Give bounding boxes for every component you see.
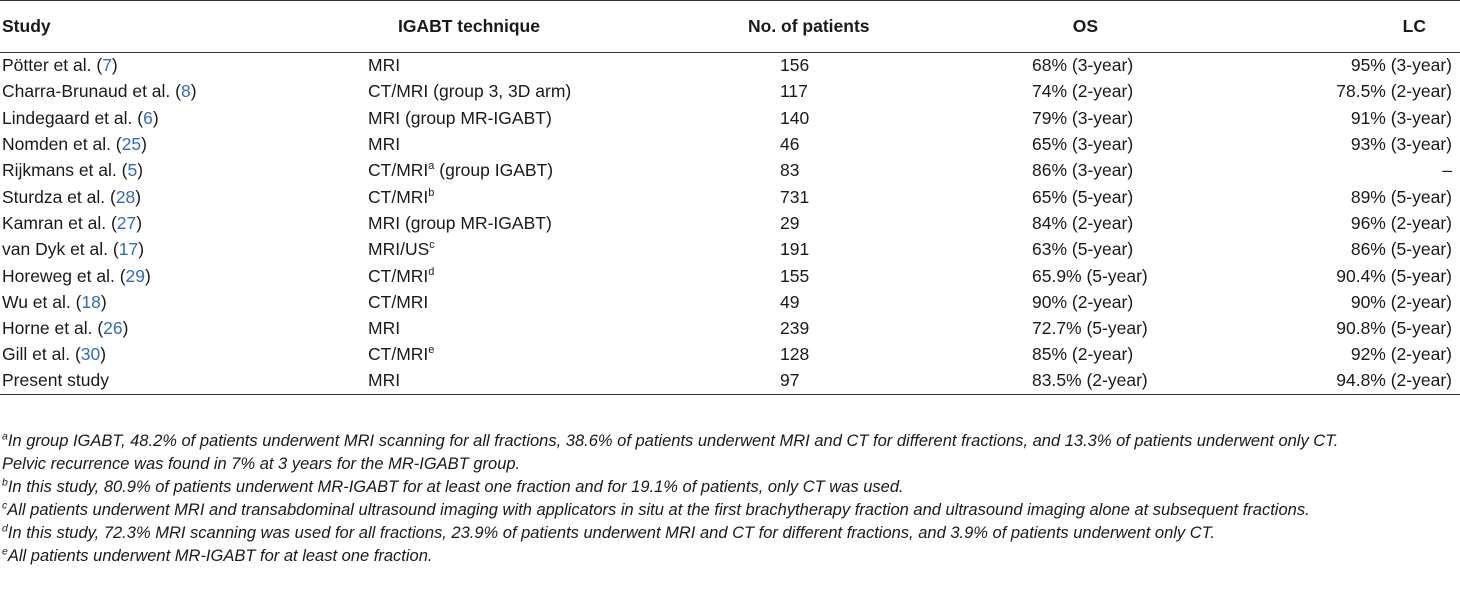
cell-patients: 156 xyxy=(780,55,810,76)
reference-link[interactable]: 17 xyxy=(118,239,139,260)
footnote xyxy=(2,476,1458,499)
table-row xyxy=(0,237,1460,263)
cell-study: Gill et al. (30) xyxy=(2,344,107,365)
reference-link[interactable]: 26 xyxy=(103,318,123,339)
technique-text: MRI xyxy=(368,370,401,391)
cell-patients: 191 xyxy=(780,239,810,260)
study-name: Kamran et al. ( xyxy=(2,212,117,233)
study-name: Horne et al. ( xyxy=(2,318,104,339)
reference-link[interactable]: 28 xyxy=(115,186,136,207)
table-row xyxy=(0,105,1460,131)
cell-lc: 90% (2-year) xyxy=(1350,291,1452,312)
study-name: Sturdza et al. ( xyxy=(2,186,116,207)
study-name: van Dyk et al. ( xyxy=(2,239,119,260)
table-row xyxy=(0,368,1460,394)
cell-study xyxy=(0,368,368,394)
cell-study: Horne et al. (26) xyxy=(2,318,129,339)
cell-study: Rijkmans et al. (5) xyxy=(2,160,144,181)
reference-link[interactable]: 7 xyxy=(102,55,112,76)
cell-os: 90% (2-year) xyxy=(1032,291,1134,312)
cell-os: 65% (3-year) xyxy=(1032,134,1134,155)
footnote-marker: c xyxy=(429,239,435,252)
table-body xyxy=(0,53,1460,395)
table-header-row xyxy=(0,1,1460,53)
technique-text: MRI xyxy=(368,134,401,155)
reference-link[interactable]: 29 xyxy=(125,265,145,286)
footnote-mark: e xyxy=(2,545,8,558)
cell-patients: 97 xyxy=(668,368,938,394)
technique-suffix: (group IGABT) xyxy=(434,160,554,181)
cell-lc: 90.8% (5-year) xyxy=(1336,318,1452,339)
table-row xyxy=(0,79,1460,105)
study-name: Rijkmans et al. ( xyxy=(2,160,128,181)
cell-lc: 89% (5-year) xyxy=(1350,186,1452,207)
cell-technique xyxy=(368,53,668,79)
cell-technique xyxy=(368,210,668,236)
study-name: Charra-Brunaud et al. ( xyxy=(2,81,181,102)
cell-patients: 731 xyxy=(780,186,810,207)
cell-study: Wu et al. (18) xyxy=(2,291,107,312)
cell-technique xyxy=(368,79,668,105)
header-study: Study xyxy=(0,1,368,53)
cell-os: 83.5% (2-year) xyxy=(938,368,1238,394)
cell-patients: 117 xyxy=(780,81,808,102)
study-name: Pötter et al. ( xyxy=(2,55,103,76)
header-lc: LC xyxy=(1238,1,1460,53)
cell-study: Kamran et al. (27) xyxy=(2,212,143,233)
footnote xyxy=(2,430,1458,453)
cell-lc: 78.5% (2-year) xyxy=(1336,81,1452,102)
cell-patients: 128 xyxy=(780,344,810,365)
cell-technique xyxy=(368,105,668,131)
cell-technique xyxy=(368,131,668,157)
cell-lc: 95% (3-year) xyxy=(1350,55,1452,76)
study-name: Gill et al. ( xyxy=(2,344,81,365)
cell-patients: 140 xyxy=(780,107,810,128)
cell-study: Charra-Brunaud et al. (8) xyxy=(2,81,197,102)
cell-study: Nomden et al. (25) xyxy=(2,134,147,155)
cell-os: 72.7% (5-year) xyxy=(1032,318,1148,339)
table-footnotes xyxy=(2,430,1458,568)
reference-link[interactable]: 8 xyxy=(180,81,191,102)
cell-patients: 49 xyxy=(780,291,800,312)
technique-text: MRI (group MR-IGABT) xyxy=(368,212,552,233)
footnote-text: In this study, 72.3% MRI scanning was used for all fractions, 23.9% of patients underwent MRI and CT for different fractions, and 3.9% of patients underwent only CT. xyxy=(7,524,1215,542)
header-patients: No. of patients xyxy=(668,1,938,53)
table-row xyxy=(0,210,1460,236)
cell-technique xyxy=(368,289,668,315)
table-row xyxy=(0,315,1460,341)
technique-text: CT/MRI xyxy=(368,186,429,207)
cell-technique xyxy=(368,342,668,368)
cell-os: 63% (5-year) xyxy=(1032,239,1134,260)
footnote xyxy=(2,522,1458,545)
table-row xyxy=(0,263,1460,289)
technique-text: CT/MRI xyxy=(368,265,429,286)
cell-lc: 86% (5-year) xyxy=(1350,239,1452,260)
cell-lc: 91% (3-year) xyxy=(1350,107,1452,128)
cell-technique xyxy=(368,368,668,394)
cell-technique xyxy=(368,237,668,263)
cell-patients: 83 xyxy=(780,160,800,181)
reference-link[interactable]: 30 xyxy=(80,344,101,365)
cell-os: 85% (2-year) xyxy=(1032,344,1134,365)
reference-link[interactable]: 25 xyxy=(121,134,142,155)
reference-link[interactable]: 5 xyxy=(127,160,138,181)
footnote-text: In this study, 80.9% of patients underwent MR-IGABT for at least one fraction and for 19.1% of patients, only CT was used. xyxy=(7,478,904,496)
cell-patients: 239 xyxy=(780,318,810,339)
footnote-mark: c xyxy=(2,499,8,512)
cell-lc: 94.8% (2-year) xyxy=(1238,368,1460,394)
cell-os: 68% (3-year) xyxy=(1032,55,1134,76)
table-row xyxy=(0,342,1460,368)
footnote xyxy=(2,453,1458,476)
cell-patients: 29 xyxy=(780,212,800,233)
footnote-text: Pelvic recurrence was found in 7% at 3 years for the MR-IGABT group. xyxy=(2,455,521,473)
header-os: OS xyxy=(938,1,1238,53)
cell-lc: 92% (2-year) xyxy=(1350,344,1452,365)
footnote-text: In group IGABT, 48.2% of patients underwent MRI scanning for all fractions, 38.6% of patients underwent MRI and CT for different fractions, and 13.3% of patients underwent only CT. xyxy=(7,432,1339,450)
footnote-mark: a xyxy=(2,430,8,443)
footnote-mark: d xyxy=(2,522,8,535)
cell-patients: 155 xyxy=(780,265,810,286)
technique-text: MRI xyxy=(368,55,401,76)
cell-patients: 46 xyxy=(780,134,800,155)
cell-lc: 96% (2-year) xyxy=(1350,212,1452,233)
cell-technique xyxy=(368,184,668,210)
technique-text: MRI xyxy=(368,318,401,339)
study-name: Horeweg et al. ( xyxy=(2,265,126,286)
cell-study: Pötter et al. (7) xyxy=(2,55,118,76)
reference-link[interactable]: 6 xyxy=(143,107,153,128)
cell-technique xyxy=(368,158,668,184)
cell-study: Sturdza et al. (28) xyxy=(2,186,142,207)
table-row xyxy=(0,53,1460,79)
cell-os: 65% (5-year) xyxy=(1032,186,1134,207)
table-row xyxy=(0,184,1460,210)
table-row xyxy=(0,158,1460,184)
footnote xyxy=(2,499,1458,522)
technique-text: CT/MRI xyxy=(368,160,429,181)
reference-link[interactable]: 27 xyxy=(116,212,137,233)
cell-lc: 93% (3-year) xyxy=(1350,134,1452,155)
footnote-marker: e xyxy=(428,344,435,357)
study-name: Present study xyxy=(2,370,109,391)
footnote-mark: b xyxy=(2,476,8,489)
cell-technique xyxy=(368,263,668,289)
cell-study: Horeweg et al. (29) xyxy=(2,265,151,286)
cell-os: 65.9% (5-year) xyxy=(1032,265,1148,286)
table-row xyxy=(0,289,1460,315)
study-name: Nomden et al. ( xyxy=(2,134,122,155)
technique-text: CT/MRI (group 3, 3D arm) xyxy=(368,81,572,102)
cell-study: van Dyk et al. (17) xyxy=(2,239,145,260)
reference-link[interactable]: 18 xyxy=(81,291,101,312)
footnote-text: All patients underwent MR-IGABT for at least one fraction. xyxy=(7,547,433,565)
footnote-text: All patients underwent MRI and transabdominal ultrasound imaging with applicators in situ at the first brachytherapy fraction and ultrasound imaging alone at subsequent fractions. xyxy=(7,501,1310,519)
study-name: Wu et al. ( xyxy=(2,291,82,312)
cell-os: 79% (3-year) xyxy=(1032,107,1134,128)
footnote-marker: a xyxy=(428,160,435,173)
study-name: Lindegaard et al. ( xyxy=(2,107,144,128)
cell-os: 74% (2-year) xyxy=(1032,81,1134,102)
cell-os: 86% (3-year) xyxy=(1032,160,1134,181)
cell-os: 84% (2-year) xyxy=(1032,212,1134,233)
footnote xyxy=(2,545,1458,568)
cell-technique xyxy=(368,315,668,341)
technique-text: CT/MRI xyxy=(368,344,429,365)
cell-lc: – xyxy=(1442,160,1452,181)
footnote-marker: b xyxy=(428,186,435,199)
technique-text: CT/MRI xyxy=(368,291,429,312)
technique-text: MRI (group MR-IGABT) xyxy=(368,107,552,128)
technique-text: MRI/US xyxy=(368,239,430,260)
header-technique: IGABT technique xyxy=(368,1,668,53)
cell-study: Lindegaard et al. (6) xyxy=(2,107,159,128)
footnote-marker: d xyxy=(428,265,435,278)
cell-lc: 90.4% (5-year) xyxy=(1336,265,1452,286)
table-row xyxy=(0,131,1460,157)
